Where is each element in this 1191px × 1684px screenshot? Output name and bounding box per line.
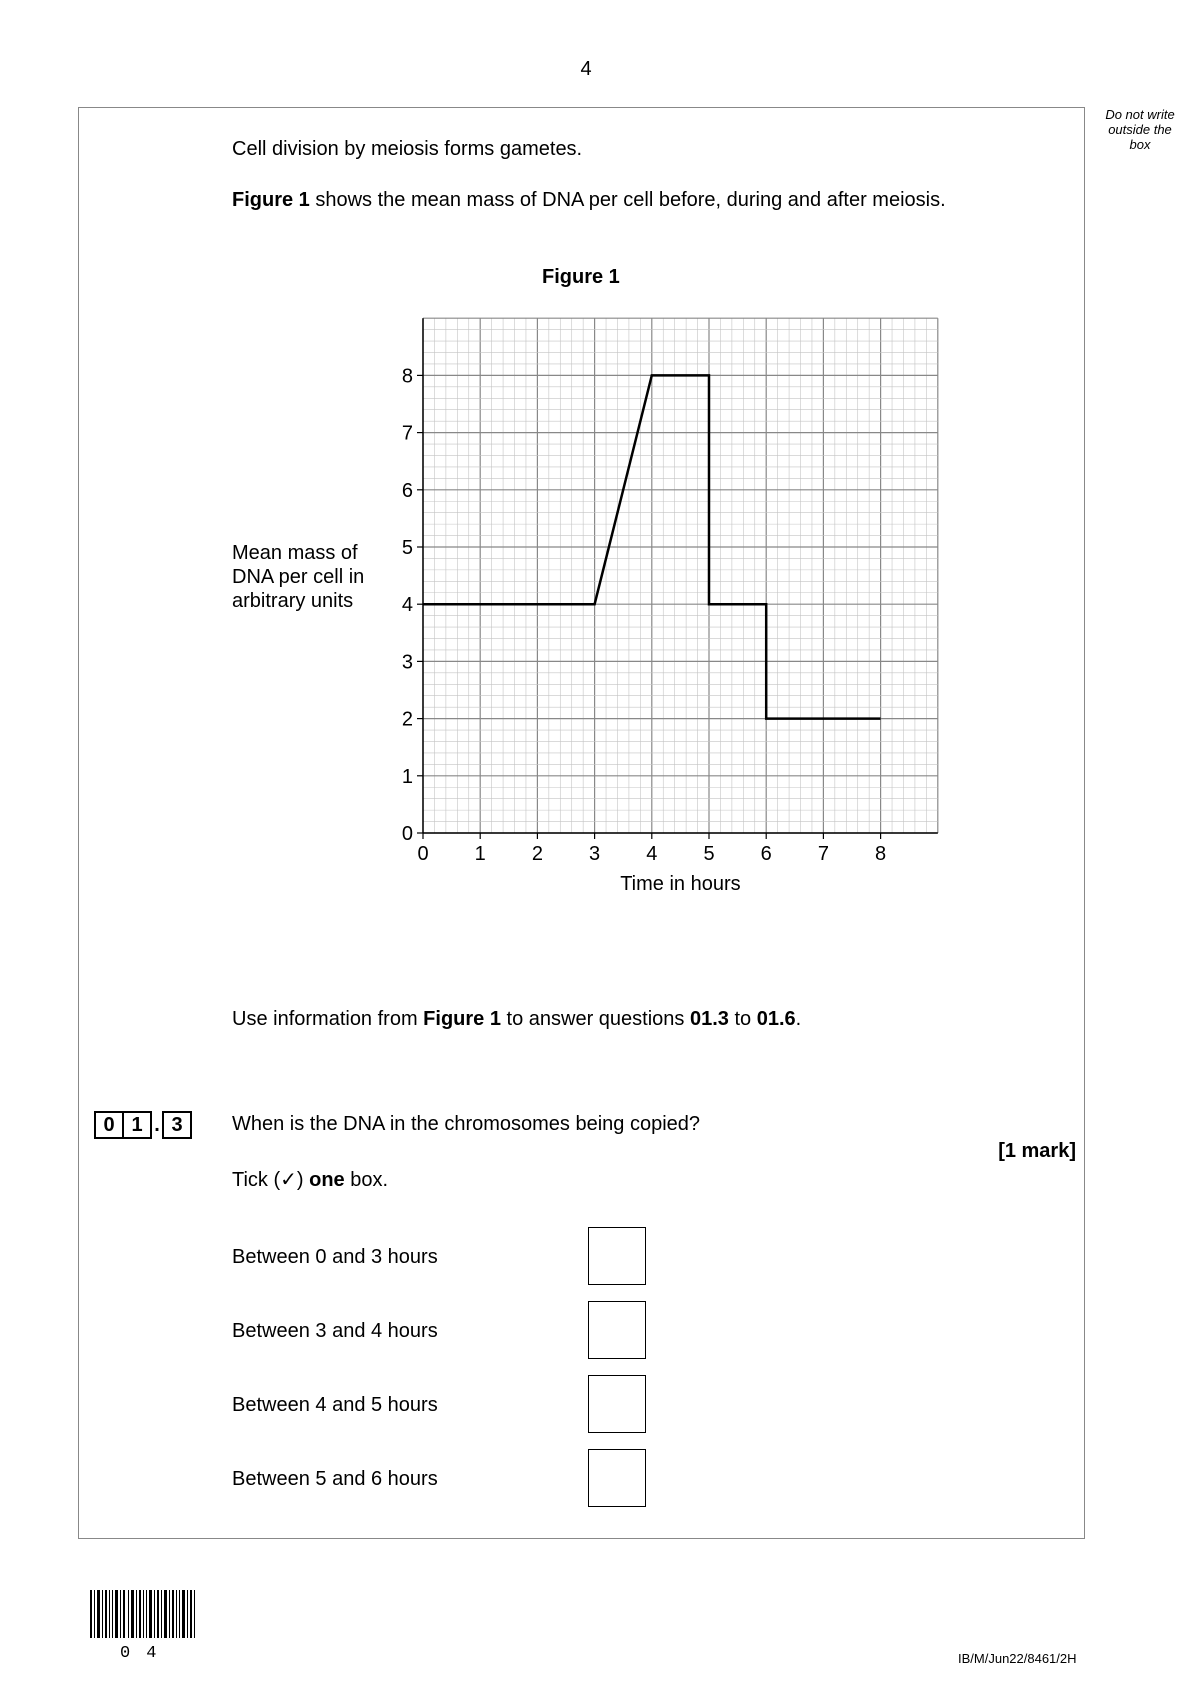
- use-info-to-q: 01.6: [756, 1008, 796, 1030]
- x-tick-label: 2: [531, 843, 543, 865]
- x-tick-label: 4: [646, 843, 658, 865]
- use-info-from: 01.3: [689, 1008, 729, 1030]
- y-tick-label: 7: [401, 422, 413, 445]
- option-label: Between 3 and 4 hours: [232, 1320, 438, 1342]
- barcode-digits: 04: [120, 1644, 173, 1663]
- dna-mass-chart: [380, 310, 950, 900]
- figure-description-rest: shows the mean mass of DNA per cell before, during and after meiosis.: [309, 189, 946, 211]
- y-tick-label: 2: [401, 708, 413, 731]
- figure-ref: Figure 1: [232, 189, 310, 211]
- x-tick-label: 0: [417, 843, 429, 865]
- question-number-separator: .: [154, 1114, 160, 1136]
- y-tick-label: 4: [401, 594, 413, 617]
- question-text: When is the DNA in the chromosomes being copied?: [232, 1113, 701, 1135]
- use-info-text: [232, 1007, 801, 1031]
- x-tick-label: 8: [875, 843, 887, 865]
- use-info-pre: Use information from: [232, 1008, 424, 1030]
- y-tick-label: 5: [401, 537, 413, 559]
- tick-box-option-2[interactable]: [588, 1301, 646, 1359]
- y-axis-label-line: arbitrary units: [232, 590, 354, 612]
- tick-instruction-pre: Tick (✓): [232, 1169, 310, 1191]
- figure-title: Figure 1: [542, 266, 620, 288]
- figure-description: [232, 188, 946, 212]
- intro-text: Cell division by meiosis forms gametes.: [232, 138, 583, 160]
- y-tick-label: 1: [401, 765, 413, 788]
- tick-instruction-bold: one: [309, 1169, 345, 1191]
- x-tick-label: 3: [589, 843, 601, 865]
- footer-reference: IB/M/Jun22/8461/2H: [958, 1651, 1077, 1666]
- option-label: Between 4 and 5 hours: [232, 1394, 438, 1416]
- y-tick-label: 0: [401, 823, 413, 845]
- y-axis-label-line: DNA per cell in: [232, 566, 365, 588]
- tick-instruction: [232, 1168, 388, 1192]
- option-label: Between 5 and 6 hours: [232, 1468, 438, 1490]
- x-tick-label: 6: [760, 843, 772, 865]
- use-info-mid: to answer questions: [500, 1008, 690, 1030]
- y-tick-label: 8: [401, 365, 413, 388]
- question-number: [94, 1111, 192, 1139]
- x-axis-label: Time in hours: [620, 873, 741, 895]
- question-number-digit: 1: [124, 1111, 152, 1139]
- y-axis-label-line: Mean mass of: [232, 542, 358, 564]
- tick-box-option-1[interactable]: [588, 1227, 646, 1285]
- marks-label: [1 mark]: [998, 1140, 1076, 1162]
- y-axis-label: [232, 541, 364, 613]
- question-number-digit: 3: [162, 1111, 192, 1139]
- use-info-figure: Figure 1: [423, 1008, 501, 1030]
- x-tick-label: 5: [703, 843, 715, 865]
- question-number-digit: 0: [94, 1111, 124, 1139]
- x-tick-label: 7: [817, 843, 829, 865]
- margin-note: Do not write outside the box: [1105, 107, 1175, 152]
- barcode-image: [90, 1590, 200, 1640]
- x-tick-label: 1: [474, 843, 486, 865]
- page-number: 4: [580, 58, 592, 80]
- option-label: Between 0 and 3 hours: [232, 1246, 438, 1268]
- use-info-end: .: [795, 1008, 802, 1030]
- tick-box-option-3[interactable]: [588, 1375, 646, 1433]
- tick-instruction-post: box.: [344, 1169, 389, 1191]
- use-info-to: to: [728, 1008, 757, 1030]
- y-tick-label: 3: [401, 651, 413, 674]
- y-tick-label: 6: [401, 479, 413, 502]
- tick-box-option-4[interactable]: [588, 1449, 646, 1507]
